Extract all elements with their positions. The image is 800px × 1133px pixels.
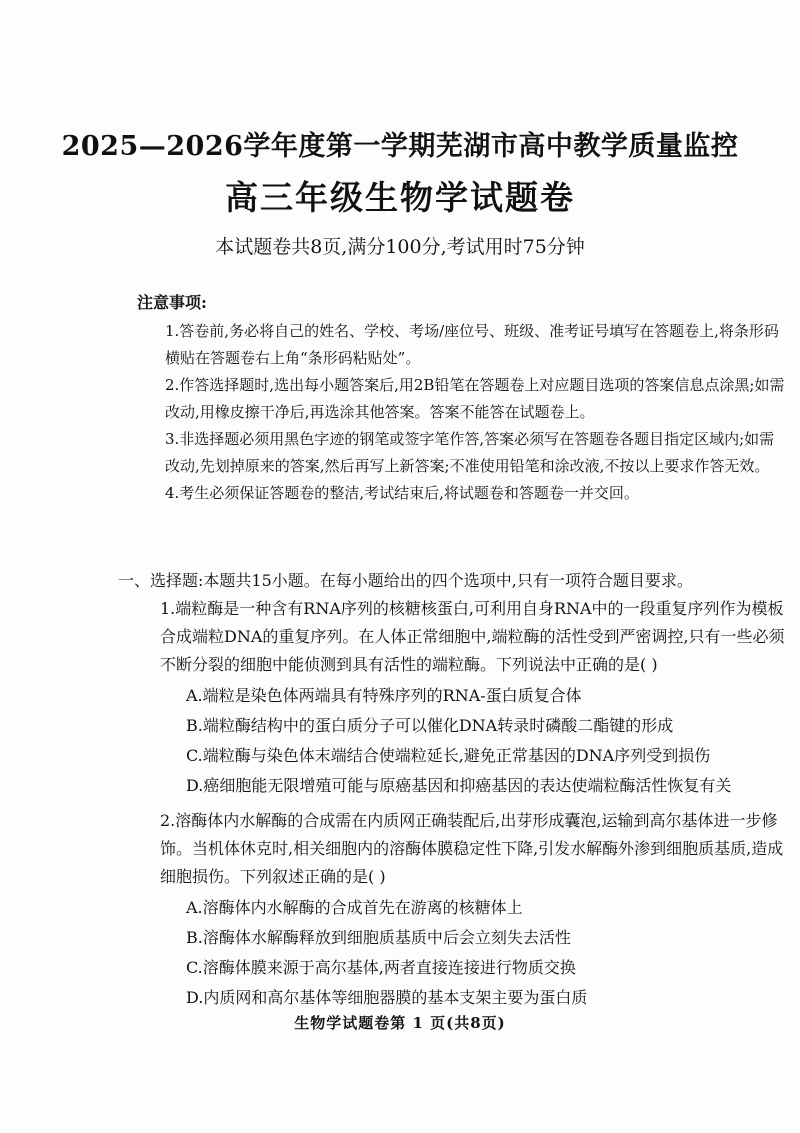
exam-info: 本试题卷共8页,满分100分,考试用时75分钟 <box>215 236 585 258</box>
exam-title: 高三年级生物学试题卷 <box>225 178 575 217</box>
question-list <box>160 595 785 1019</box>
notice-item: 2.作答选择题时,选出每小题答案后,用2B铅笔在答题卷上对应题目选项的答案信息点涂黑;如需改动,用橡皮擦干净后,再选涂其他答案。答案不能答在试题卷上。 <box>165 376 785 421</box>
question-stem: 1.端粒酶是一种含有RNA序列的核糖核蛋白,可利用自身RNA中的一段重复序列作为模板合成端粒DNA的重复序列。在人体正常细胞中,端粒酶的活性受到严密调控,只有一些必须不断分裂的细胞中能侦测到具有活性的端粒酶。下列说法中正确的是( ) <box>160 599 785 674</box>
option-b: B.溶酶体水解酶释放到细胞质基质中后会立刻失去活性 <box>186 928 571 947</box>
question-options <box>160 681 785 801</box>
option-c: C.溶酶体膜来源于高尔基体,两者直接连接进行物质交换 <box>186 958 576 977</box>
question-2 <box>160 807 785 1013</box>
notice-title: 注意事项: <box>137 293 207 312</box>
notice-item: 1.答卷前,务必将自己的姓名、学校、考场/座位号、班级、准考证号填写在答题卷上,将条形码横贴在答题卷右上角“条形码粘贴处”。 <box>165 322 779 367</box>
option-a: A.端粒是染色体两端具有特殊序列的RNA-蛋白质复合体 <box>186 686 582 705</box>
notice-list <box>165 318 785 507</box>
notice-item: 3.非选择题必须用黑色字迹的钢笔或签字笔作答,答案必须写在答题卷各题目指定区域内;如需改动,先划掉原来的答案,然后再写上新答案;不准使用铅笔和涂改液,不按以上要求作答无效。 <box>165 430 775 475</box>
option-a: A.溶酶体内水解酶的合成首先在游离的核糖体上 <box>186 898 523 917</box>
option-d: D.内质网和高尔基体等细胞器膜的基本支架主要为蛋白质 <box>186 988 588 1007</box>
notice-item: 4.考生必须保证答题卷的整洁,考试结束后,将试题卷和答题卷一并交回。 <box>165 484 639 502</box>
section-title: 一、选择题:本题共15小题。在每小题给出的四个选项中,只有一项符合题目要求。 <box>118 571 693 590</box>
question-1 <box>160 595 785 801</box>
question-stem: 2.溶酶体内水解酶的合成需在内质网正确装配后,出芽形成囊泡,运输到高尔基体进一步修饰。当机体休克时,相关细胞内的溶酶体膜稳定性下降,引发水解酶外渗到细胞质基质,造成细胞损伤。下列叙述正确的是( ) <box>160 811 784 886</box>
option-b: B.端粒酶结构中的蛋白质分子可以催化DNA转录时磷酸二酯键的形成 <box>186 716 674 735</box>
exam-header-term: 2025—2026学年度第一学期芜湖市高中教学质量监控 <box>61 131 739 162</box>
option-c: C.端粒酶与染色体末端结合使端粒延长,避免正常基因的DNA序列受到损伤 <box>186 746 711 765</box>
page-footer: 生物学试题卷第 1 页(共8页) <box>294 1014 506 1032</box>
question-options <box>160 893 785 1013</box>
option-d: D.癌细胞能无限增殖可能与原癌基因和抑癌基因的表达使端粒酶活性恢复有关 <box>186 776 732 795</box>
